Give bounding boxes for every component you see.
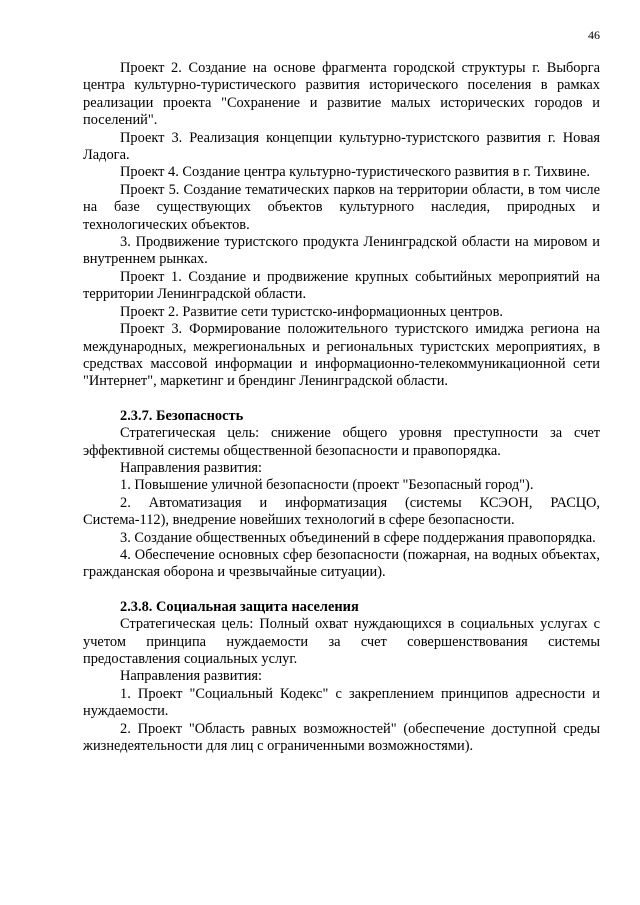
- paragraph-security-item-2: 2. Автоматизация и информатизация (системы КСЭОН, РАСЦО, Система-112), внедрение новейших технологий в сфере безопасности.: [83, 494, 600, 529]
- paragraph-security-goal: Стратегическая цель: снижение общего уровня преступности за счет эффективной системы общественной безопасности и правопорядка.: [83, 425, 600, 459]
- paragraph-social-directions-label: Направления развития:: [120, 668, 263, 685]
- paragraph-security-item-3: 3. Создание общественных объединений в сфере поддержания правопорядка.: [120, 529, 596, 546]
- page-number: 46: [588, 28, 600, 42]
- paragraph-direction-3-promotion: 3. Продвижение туристского продукта Ленинградской области на мировом и внутреннем рынках.: [83, 234, 600, 268]
- paragraph-security-directions-label: Направления развития:: [120, 459, 263, 476]
- paragraph-security-item-1: 1. Повышение уличной безопасности (проект "Безопасный город").: [120, 477, 534, 494]
- document-body: [83, 60, 600, 755]
- paragraph-social-item-1: 1. Проект "Социальный Кодекс" с закреплением принципов адресности и нуждаемости.: [83, 685, 600, 720]
- section-heading-social-protection: 2.3.8. Социальная защита населения: [120, 598, 359, 615]
- section-heading-security: 2.3.7. Безопасность: [120, 407, 244, 424]
- paragraph-project-3-novaya-ladoga: Проект 3. Реализация концепции культурно-туристского развития г. Новая Ладога.: [83, 129, 600, 164]
- paragraph-project-4-tikhvin: Проект 4. Создание центра культурно-туристического развития в г. Тихвине.: [120, 164, 590, 181]
- paragraph-promo-project-3: Проект 3. Формирование положительного туристского имиджа региона на международных, межрегиональных и региональных туристских мероприятиях, в средствах массовой информации и информационно-телекоммуникационной сети "Интернет", маркетинг и брендинг Ленинградской области.: [83, 321, 600, 390]
- section-spacer: [83, 582, 600, 599]
- paragraph-project-2-vyborg: Проект 2. Создание на основе фрагмента городской структуры г. Выборга центра культурно-туристического развития исторического поселения в рамках реализации проекта "Сохранение и развитие малых исторических городов и поселений".: [83, 60, 600, 129]
- paragraph-promo-project-2: Проект 2. Развитие сети туристско-информационных центров.: [120, 303, 503, 320]
- paragraph-social-item-2: 2. Проект "Область равных возможностей" (обеспечение доступной среды жизнедеятельности для лиц с ограниченными возможностями).: [83, 720, 600, 755]
- paragraph-promo-project-1: Проект 1. Создание и продвижение крупных событийных мероприятий на территории Ленинградской области.: [83, 268, 600, 303]
- paragraph-project-5-theme-parks: Проект 5. Создание тематических парков на территории области, в том числе на базе существующих объектов культурного наследия, природных и технологических объектов.: [83, 181, 600, 233]
- section-spacer: [83, 391, 600, 408]
- paragraph-security-item-4: 4. Обеспечение основных сфер безопасности (пожарная, на водных объектах, гражданская оборона и чрезвычайные ситуации).: [83, 546, 600, 581]
- paragraph-social-goal: Стратегическая цель: Полный охват нуждающихся в социальных услугах с учетом принципа нуждаемости за счет совершенствования системы предоставления социальных услуг.: [83, 616, 600, 667]
